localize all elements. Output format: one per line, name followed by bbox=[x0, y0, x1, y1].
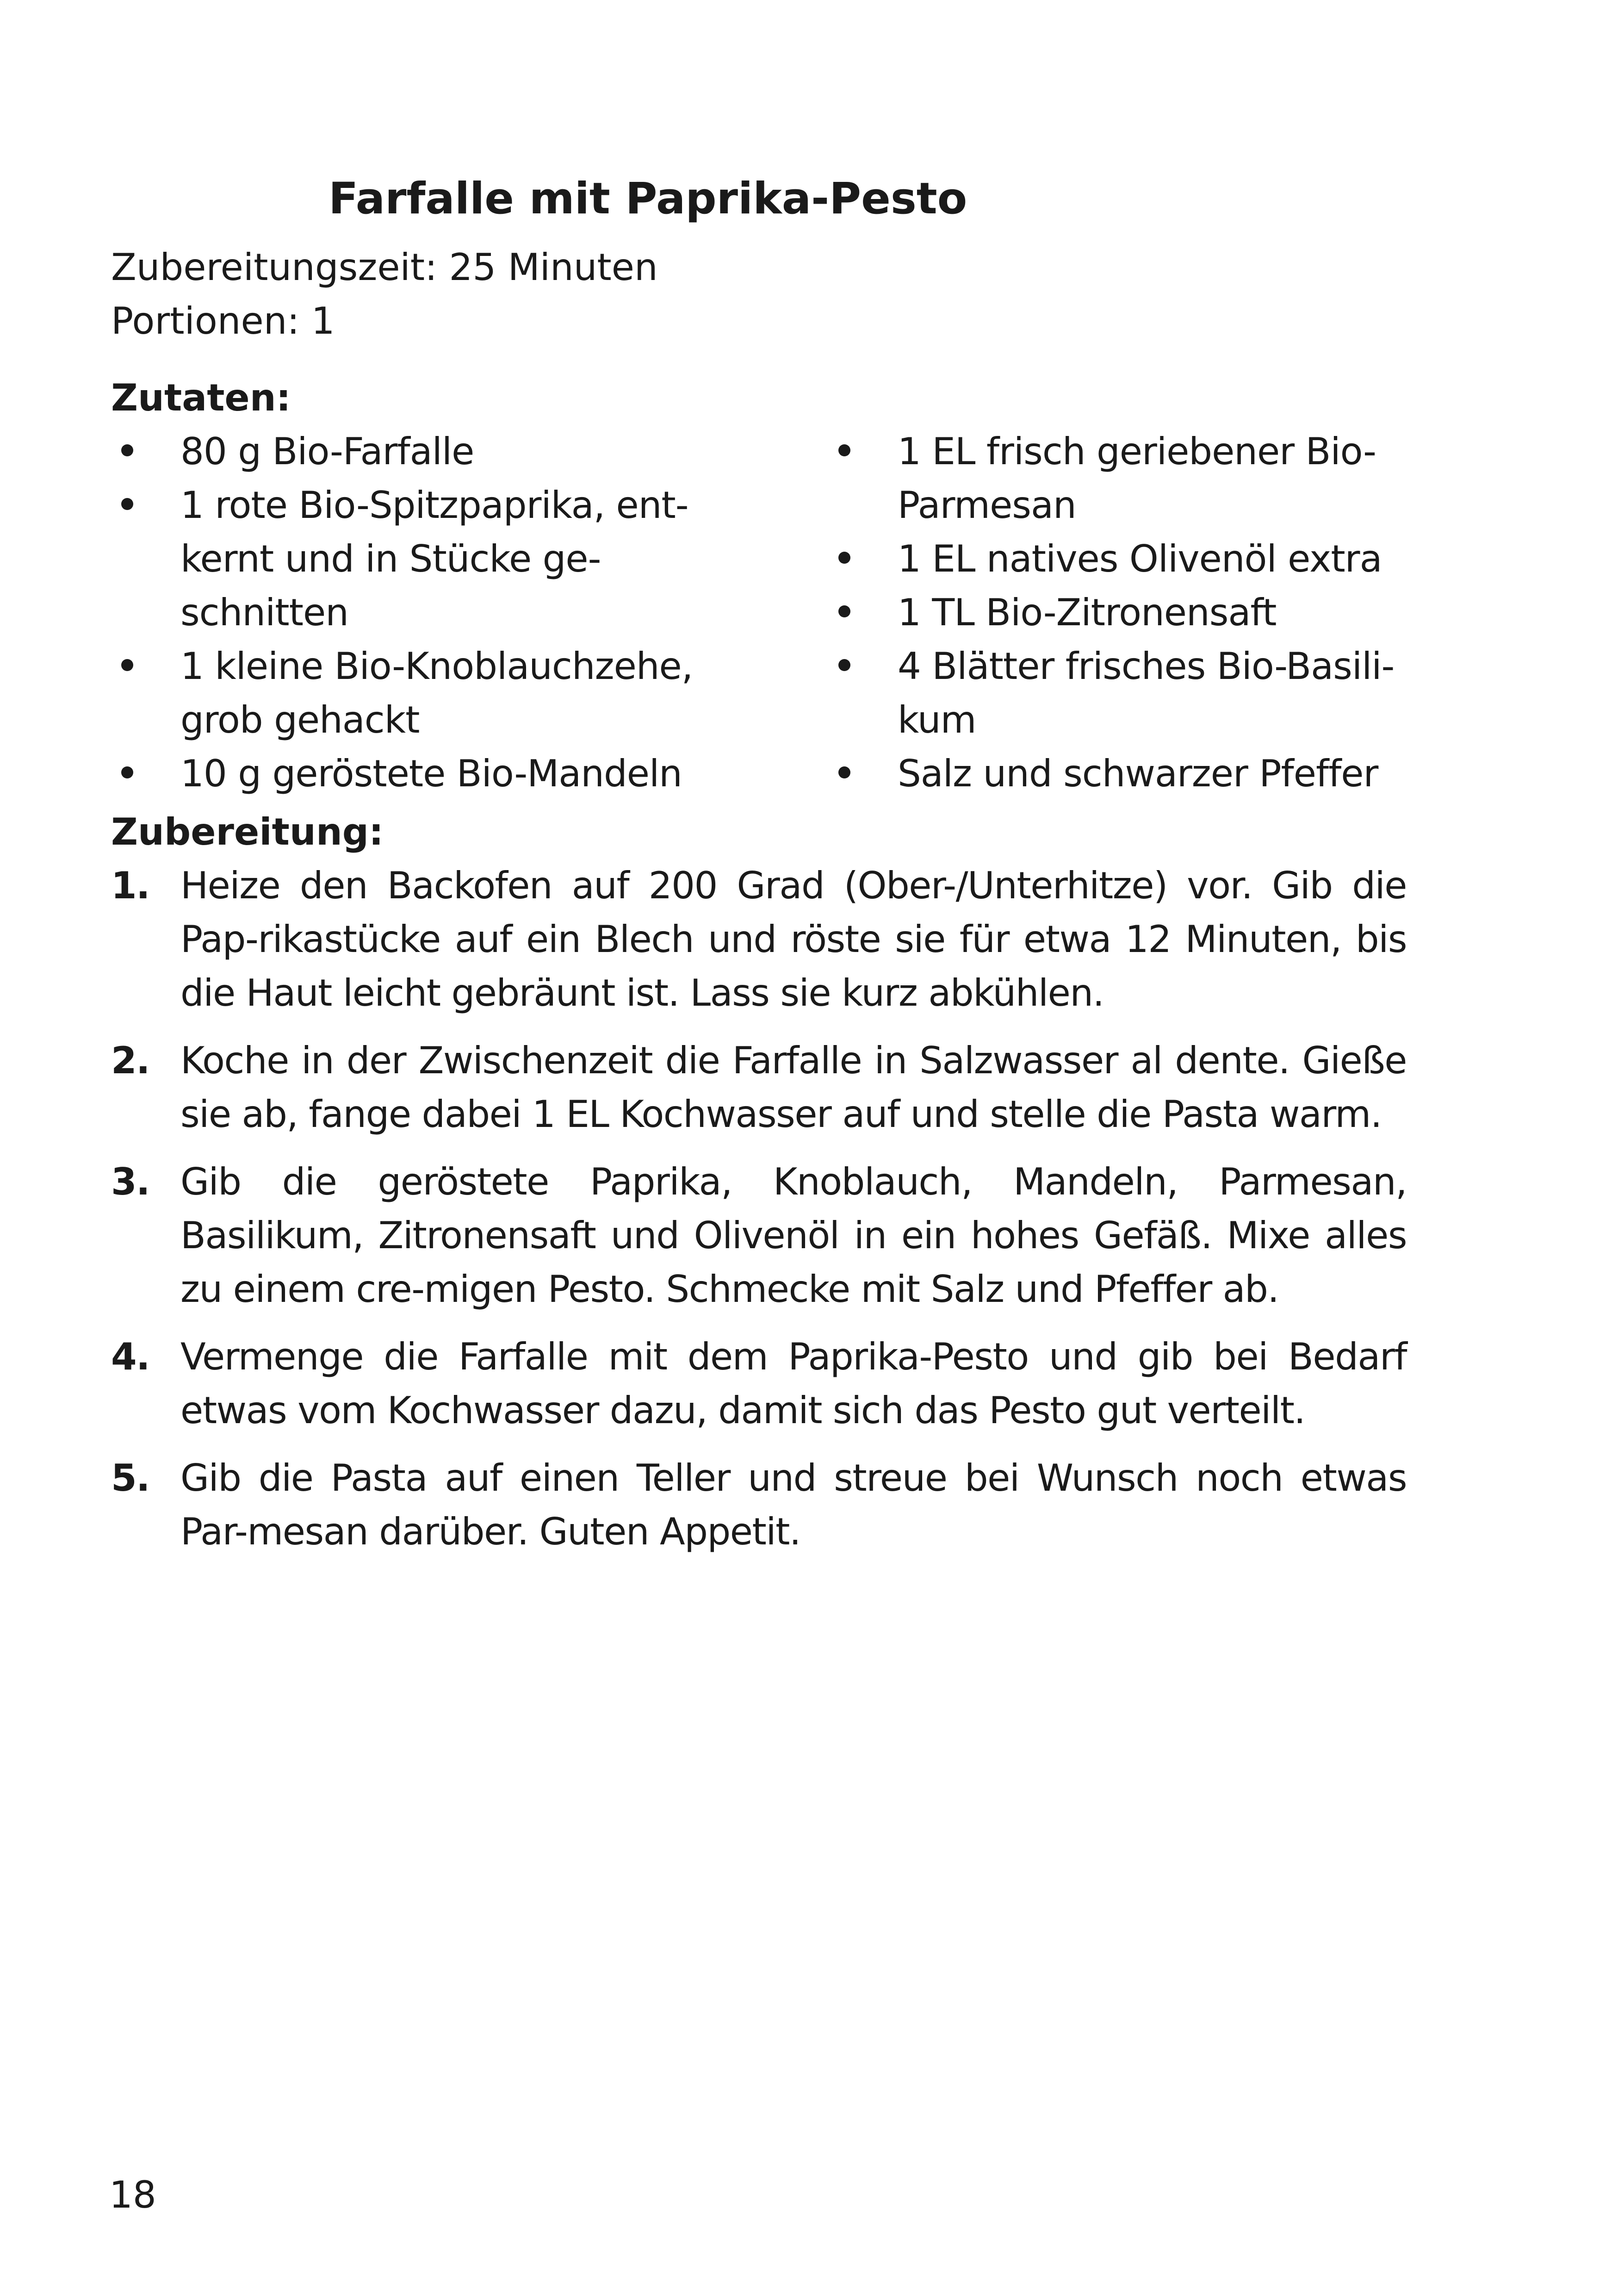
step-item bbox=[111, 859, 1407, 1020]
ingredient-item bbox=[828, 747, 1407, 801]
servings: Portionen: 1 bbox=[111, 299, 335, 342]
recipe-content bbox=[111, 167, 1407, 1573]
preparation-steps bbox=[111, 859, 1407, 1559]
ingredient-item bbox=[828, 640, 1407, 747]
prep-time: Zubereitungszeit: 25 Minuten bbox=[111, 246, 658, 289]
ingredient-item bbox=[111, 479, 754, 640]
ingredient-item bbox=[828, 532, 1407, 586]
ingredient-item bbox=[111, 640, 754, 747]
ingredients-column-right bbox=[782, 425, 1407, 801]
step-number: 3. bbox=[111, 1160, 150, 1203]
step-text: Gib die Pasta auf einen Teller und streue bei Wunsch noch etwas Par-mesan darüber. Guten Appetit. bbox=[180, 1456, 1407, 1553]
preparation-heading: Zubereitung: bbox=[111, 810, 384, 853]
page-number: 18 bbox=[109, 2173, 156, 2216]
ingredient-text: 1 rote Bio-Spitzpaprika, ent-kernt und in Stücke ge-schnitten bbox=[180, 484, 688, 634]
step-text: Heize den Backofen auf 200 Grad (Ober-/Unterhitze) vor. Gib die Pap-rikastücke auf ein Blech und röste sie für etwa 12 Minuten, bis die Haut leicht gebräunt ist. Lass sie kurz abkühlen. bbox=[180, 864, 1407, 1014]
recipe-title bbox=[111, 167, 1407, 231]
bullet-icon bbox=[838, 766, 850, 778]
step-number: 4. bbox=[111, 1335, 150, 1378]
ingredient-item bbox=[111, 747, 754, 801]
step-item bbox=[111, 1155, 1407, 1316]
bullet-icon bbox=[838, 444, 850, 456]
bullet-icon bbox=[838, 659, 850, 671]
ingredient-item bbox=[828, 425, 1407, 532]
recipe-title-text: Farfalle mit Paprika-Pesto bbox=[329, 174, 967, 224]
ingredients-list bbox=[111, 425, 1407, 801]
step-text: Koche in der Zwischenzeit die Farfalle in Salzwasser al dente. Gieße sie ab, fange dabei 1 EL Kochwasser auf und stelle die Pasta warm. bbox=[180, 1039, 1407, 1136]
step-text: Vermenge die Farfalle mit dem Paprika-Pesto und gib bei Bedarf etwas vom Kochwasser dazu, damit sich das Pesto gut verteilt. bbox=[180, 1335, 1407, 1432]
step-text: Gib die geröstete Paprika, Knoblauch, Mandeln, Parmesan, Basilikum, Zitronensaft und Olivenöl in ein hohes Gefäß. Mixe alles zu einem cre-migen Pesto. Schmecke mit Salz und Pfeffer ab. bbox=[180, 1160, 1407, 1311]
bullet-icon bbox=[121, 498, 133, 510]
ingredient-item bbox=[111, 425, 754, 479]
ingredients-heading: Zutaten: bbox=[111, 376, 291, 419]
ingredient-text: 1 EL natives Olivenöl extra bbox=[898, 537, 1382, 580]
ingredient-text: 4 Blätter frisches Bio-Basili-kum bbox=[898, 645, 1395, 741]
ingredient-text: 80 g Bio-Farfalle bbox=[180, 430, 474, 473]
ingredient-text: 10 g geröstete Bio-Mandeln bbox=[180, 752, 682, 795]
step-item bbox=[111, 1034, 1407, 1141]
ingredient-text: 1 kleine Bio-Knoblauchzehe, grob gehackt bbox=[180, 645, 693, 741]
bullet-icon bbox=[121, 444, 133, 456]
step-number: 1. bbox=[111, 864, 150, 907]
step-number: 2. bbox=[111, 1039, 150, 1082]
recipe-meta bbox=[111, 241, 1407, 348]
bullet-icon bbox=[838, 552, 850, 564]
bullet-icon bbox=[121, 659, 133, 671]
ingredient-item bbox=[828, 586, 1407, 640]
bullet-icon bbox=[121, 766, 133, 778]
step-item bbox=[111, 1451, 1407, 1559]
ingredient-text: Salz und schwarzer Pfeffer bbox=[898, 752, 1378, 795]
ingredients-column-left bbox=[111, 425, 782, 801]
bullet-icon bbox=[838, 605, 850, 617]
step-item bbox=[111, 1330, 1407, 1437]
ingredient-text: 1 EL frisch geriebener Bio-Parmesan bbox=[898, 430, 1376, 527]
ingredient-text: 1 TL Bio-Zitronensaft bbox=[898, 591, 1277, 634]
step-number: 5. bbox=[111, 1456, 150, 1500]
